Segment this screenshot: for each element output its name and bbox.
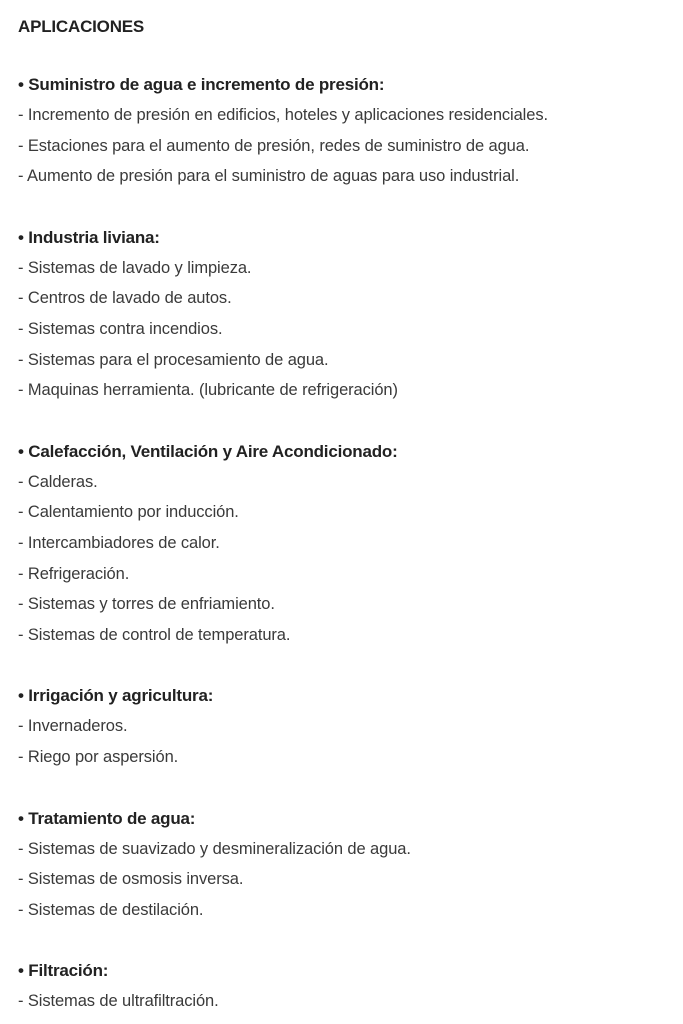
list-item: - Sistemas de osmosis inversa. <box>18 870 244 889</box>
list-item: - Incremento de presión en edificios, hoteles y aplicaciones residenciales. <box>18 106 548 124</box>
list-item: - Intercambiadores de calor. <box>18 533 220 552</box>
section-water-supply <box>18 70 683 192</box>
list-item: - Refrigeración. <box>18 564 130 583</box>
list-item: - Estaciones para el aumento de presión, redes de suministro de agua. <box>18 136 530 155</box>
list-item: - Maquinas herramienta. (lubricante de refrigeración) <box>18 381 398 400</box>
list-item: - Sistemas de destilación. <box>18 900 204 919</box>
section-heading: • Tratamiento de agua: <box>18 808 196 828</box>
list-item: - Sistemas de ultrafiltración. <box>18 992 219 1011</box>
section-heading: • Industria liviana: <box>18 227 160 247</box>
section-heading: • Calefacción, Ventilación y Aire Acondicionado: <box>18 441 398 461</box>
list-item: - Calderas. <box>18 472 98 491</box>
list-item: - Invernaderos. <box>18 717 128 736</box>
list-item: - Calentamiento por inducción. <box>18 503 239 522</box>
list-item: - Aumento de presión para el suministro de aguas para uso industrial. <box>18 167 520 186</box>
section-heading: • Filtración: <box>18 961 109 981</box>
list-item: - Sistemas de control de temperatura. <box>18 625 291 644</box>
list-item: - Sistemas para el procesamiento de agua. <box>18 350 329 369</box>
list-item: - Centros de lavado de autos. <box>18 289 232 308</box>
section-light-industry <box>18 223 683 406</box>
section-hvac <box>18 437 683 651</box>
list-item: - Sistemas de suavizado y desmineralización de agua. <box>18 839 411 858</box>
section-water-treatment <box>18 804 683 926</box>
section-heading: • Irrigación y agricultura: <box>18 686 214 706</box>
list-item: - Sistemas y torres de enfriamiento. <box>18 595 275 614</box>
list-item: - Sistemas contra incendios. <box>18 319 223 338</box>
list-item: - Riego por aspersión. <box>18 747 179 766</box>
section-filtration <box>18 956 683 1017</box>
section-heading: • Suministro de agua e incremento de presión: <box>18 75 385 94</box>
page-title: APLICACIONES <box>18 17 145 36</box>
section-irrigation <box>18 681 683 772</box>
list-item: - Sistemas de lavado y limpieza. <box>18 258 252 277</box>
